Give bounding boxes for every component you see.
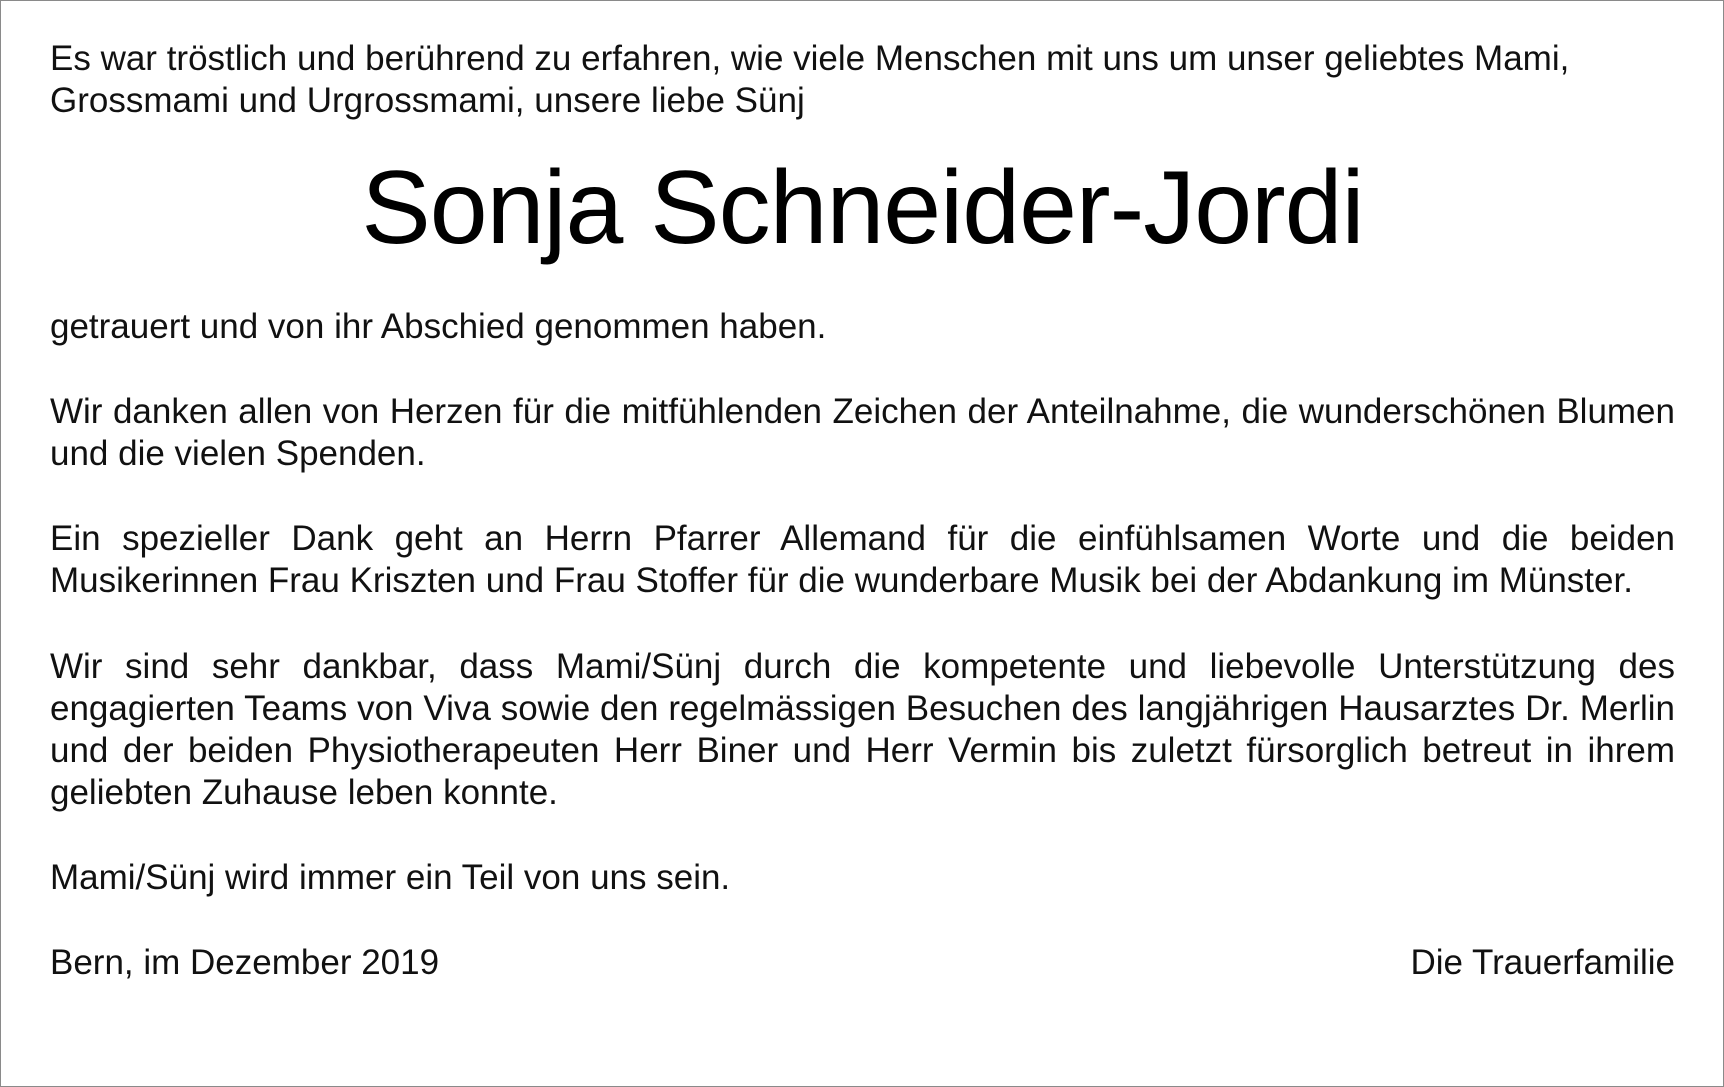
after-name-text: getrauert und von ihr Abschied genommen haben. — [50, 307, 827, 346]
intro-text: Es war tröstlich und berührend zu erfahren, wie viele Menschen mit uns um unser geliebtes Mami, Grossmami und Urgrossmami, unsere liebe Sünj — [50, 39, 1570, 120]
notice-content — [50, 38, 1675, 984]
closing-sentence: Mami/Sünj wird immer ein Teil von uns sein. — [50, 858, 731, 897]
place-date: Bern, im Dezember 2019 — [50, 943, 440, 982]
care-thanks-paragraph: Wir sind sehr dankbar, dass Mami/Sünj durch die kompetente und liebevolle Unterstützung des engagierten Teams von Viva sowie den regelmässigen Besuchen des langjährigen Hausarztes Dr. Merlin und der beiden Physiotherapeuten Herr Biner und Herr Vermin bis zuletzt fürsorglich betreut in ihrem geliebten Zuhause leben konnte. — [50, 647, 1675, 812]
special-thanks-paragraph: Ein spezieller Dank geht an Herrn Pfarrer Allemand für die einfühlsamen Worte und die beiden Musikerinnen Frau Kriszten und Frau Stoffer für die wunderbare Musik bei der Abdankung im Münster. — [50, 519, 1675, 600]
signature: Die Trauerfamilie — [1410, 943, 1675, 982]
deceased-name: Sonja Schneider-Jordi — [361, 150, 1364, 266]
notice-footer — [50, 942, 1675, 984]
thanks-paragraph: Wir danken allen von Herzen für die mitfühlenden Zeichen der Anteilnahme, die wunderschönen Blumen und die vielen Spenden. — [50, 392, 1675, 473]
